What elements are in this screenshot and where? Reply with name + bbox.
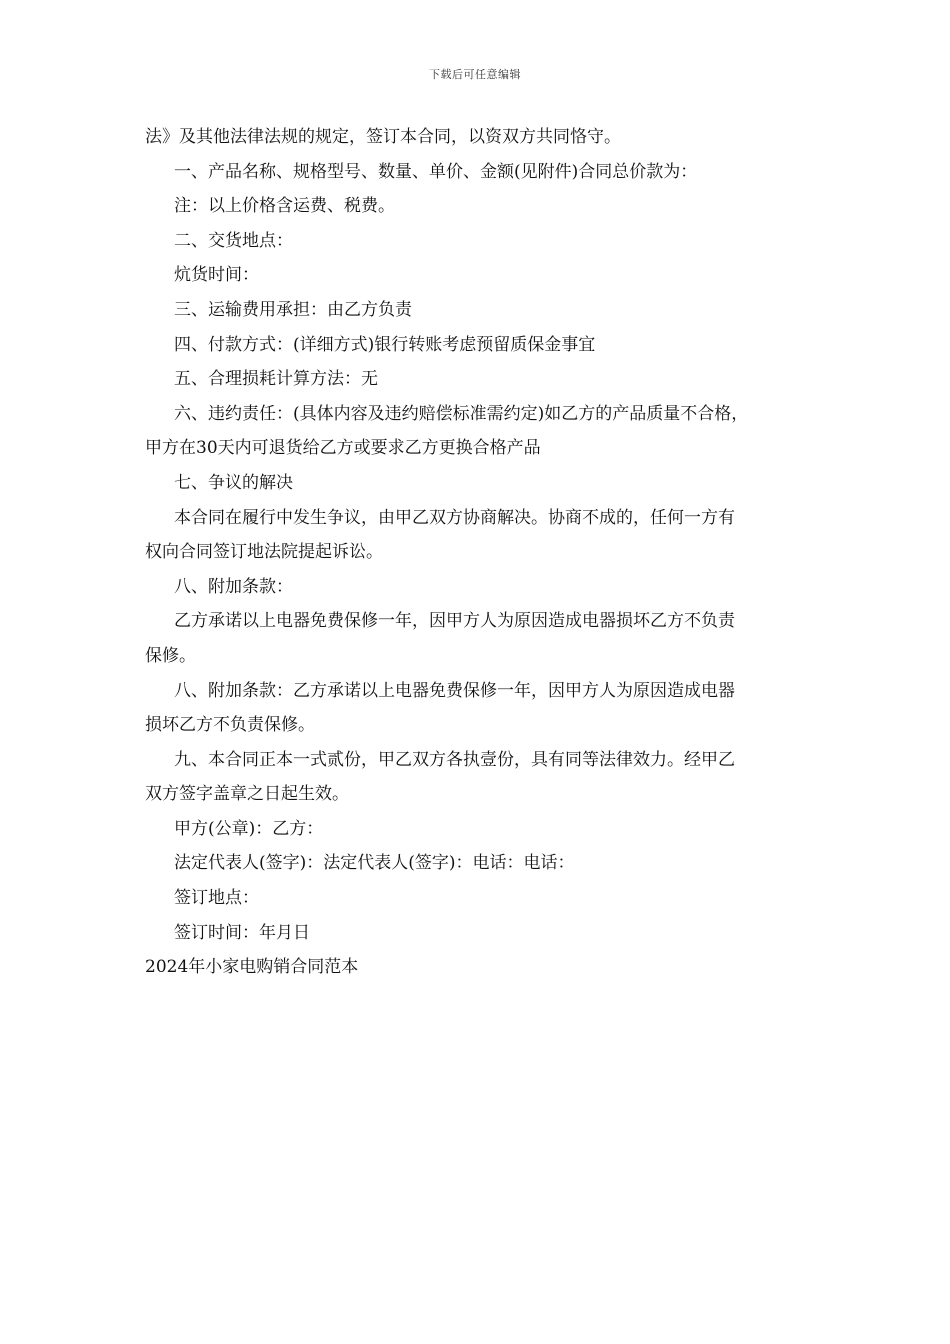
document-title-line: 2024年小家电购销合同范本 (145, 957, 359, 978)
page-header: 下载后可任意编辑 (429, 68, 521, 81)
text-line: 七、争议的解决 (174, 472, 293, 493)
text-line: 权向合同签订地法院提起诉讼。 (145, 542, 383, 563)
text-line: 一、产品名称、规格型号、数量、单价、金额(见附件)合同总价款为： (174, 161, 698, 182)
text-line: 签订时间：年月日 (174, 922, 310, 943)
text-line: 四、付款方式：(详细方式)银行转账考虑预留质保金事宜 (174, 334, 596, 355)
text-line: 九、本合同正本一式贰份，甲乙双方各执壹份，具有同等法律效力。经甲乙 (174, 749, 735, 770)
text-line: 双方签字盖章之日起生效。 (145, 784, 349, 805)
text-line: 法》及其他法律法规的规定，签订本合同，以资双方共同恪守。 (145, 127, 621, 147)
text-line: 乙方承诺以上电器免费保修一年，因甲方人为原因造成电器损坏乙方不负责 (174, 611, 735, 632)
text-line: 三、运输费用承担：由乙方负责 (174, 299, 412, 320)
text-line: 签订地点： (174, 888, 259, 909)
text-line: 注：以上价格含运费、税费。 (174, 196, 395, 217)
text-line: 法定代表人(签字)：法定代表人(签字)：电话：电话： (174, 853, 575, 874)
text-line: 八、附加条款：乙方承诺以上电器免费保修一年，因甲方人为原因造成电器 (174, 680, 735, 701)
text-line: 保修。 (145, 645, 196, 666)
text-line: 甲方在30天内可退货给乙方或要求乙方更换合格产品 (145, 438, 541, 459)
text-line: 八、附加条款： (174, 576, 293, 597)
text-line: 甲方(公章)：乙方： (174, 818, 324, 839)
text-line: 五、合理损耗计算方法：无 (174, 369, 378, 390)
text-line: 炕货时间： (174, 265, 259, 286)
text-line: 二、交货地点： (174, 230, 293, 251)
contract-body (145, 120, 810, 985)
text-line: 六、违约责任：(具体内容及违约赔偿标准需约定)如乙方的产品质量不合格， (174, 403, 749, 424)
text-line: 损坏乙方不负责保修。 (145, 715, 315, 736)
text-line: 本合同在履行中发生争议，由甲乙双方协商解决。协商不成的，任何一方有 (174, 507, 735, 528)
